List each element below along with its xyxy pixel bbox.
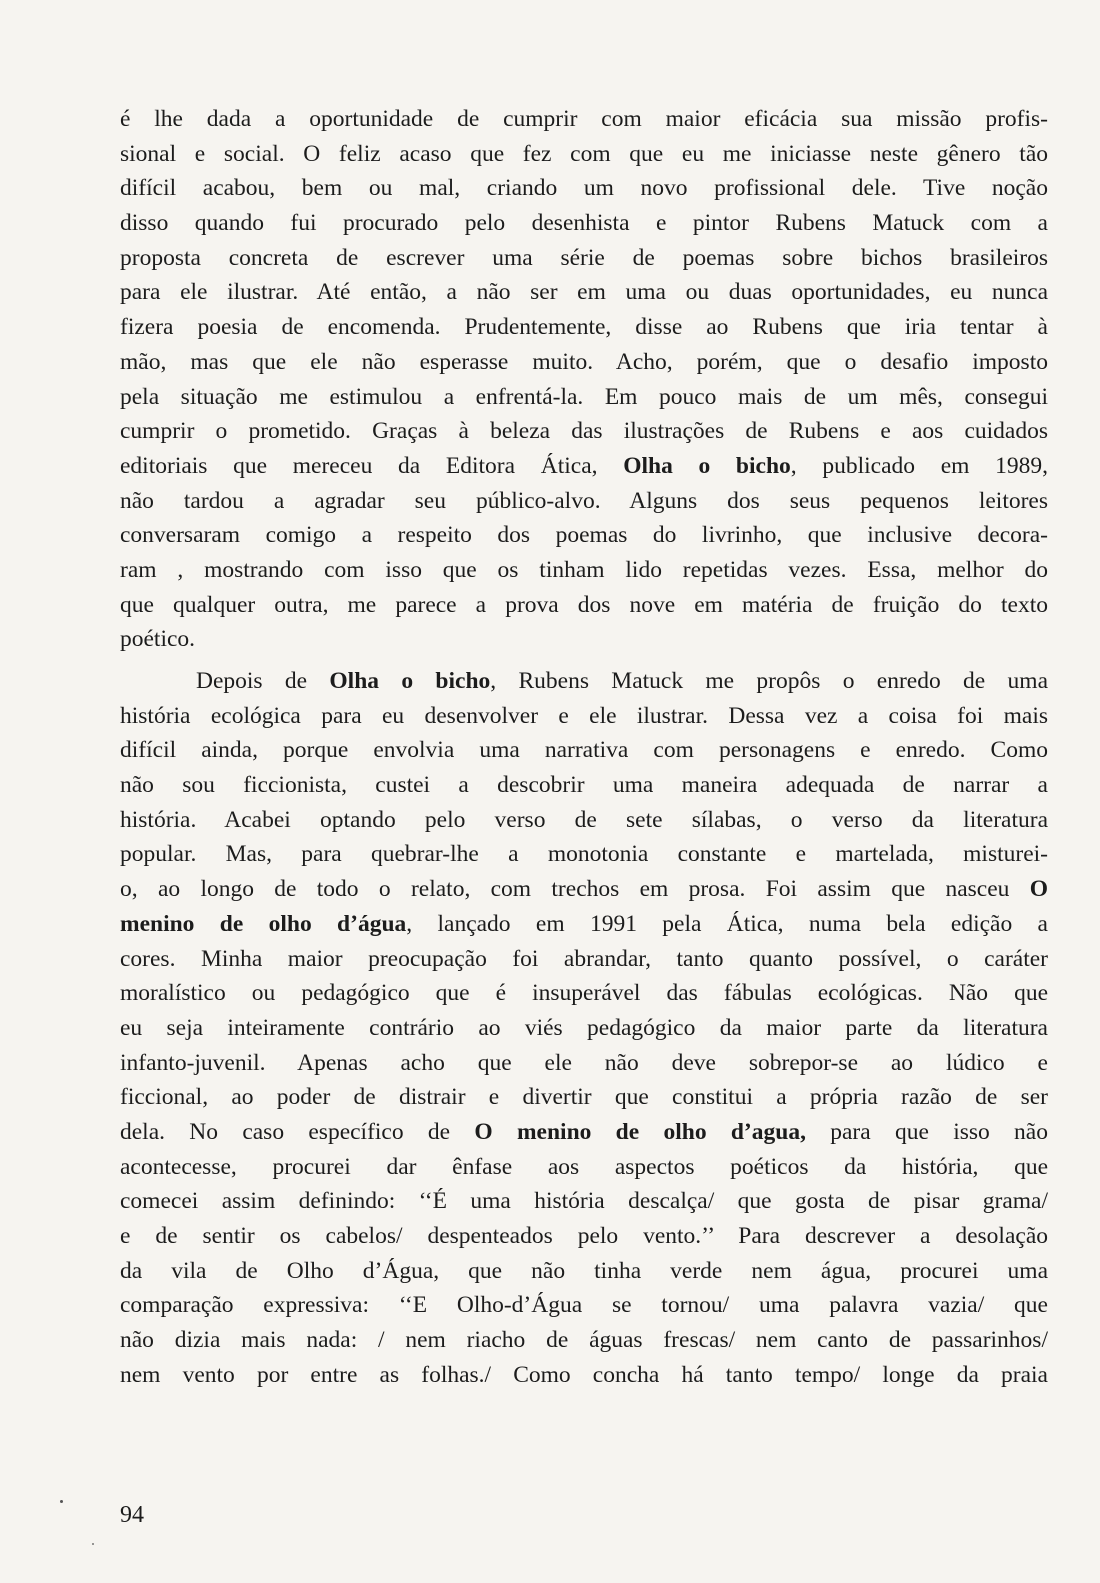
text-line: proposta concreta de escrever uma série de poemas sobre bichos brasileiros: [120, 244, 1048, 271]
book-title: Olha o bicho: [623, 452, 791, 479]
text-line: da vila de Olho d’Água, que não tinha verde nem água, procurei uma: [120, 1257, 1048, 1284]
text-line: disso quando fui procurado pelo desenhista e pintor Rubens Matuck com a: [120, 210, 1048, 237]
text-line: pela situação me estimulou a enfrentá-la. Em pouco mais de um mês, consegui: [120, 383, 1048, 410]
text-line: fizera poesia de encomenda. Prudentemente, disse ao Rubens que iria tentar à: [120, 314, 1048, 341]
text-line: ram , mostrando com isso que os tinham lido repetidas vezes. Essa, melhor do: [120, 556, 1048, 583]
text-line: o, ao longo de todo o relato, com trechos em prosa. Foi assim que nasceu O: [120, 876, 1048, 903]
text-line: ficcional, ao poder de distrair e divertir que constitui a própria razão de ser: [120, 1084, 1048, 1111]
text-line: e de sentir os cabelos/ despenteados pelo vento.’’ Para descrever a desolação: [120, 1223, 1048, 1249]
text-line: poético.: [120, 626, 196, 653]
text-line: nem vento por entre as folhas./ Como concha há tanto tempo/ longe da praia: [120, 1361, 1048, 1388]
text-line: cores. Minha maior preocupação foi abrandar, tanto quanto possível, o caráter: [120, 945, 1048, 972]
paragraph-gap: [120, 657, 1048, 664]
body-text: [120, 102, 1048, 1392]
text-line: difícil ainda, porque envolvia uma narrativa com personagens e enredo. Como: [120, 737, 1048, 764]
book-title: O: [1029, 876, 1048, 903]
text-line: história ecológica para eu desenvolver e ele ilustrar. Dessa vez a coisa foi mais: [120, 702, 1048, 729]
text-line: infanto-juvenil. Apenas acho que ele não deve sobrepor-se ao lúdico e: [120, 1049, 1048, 1076]
book-title: Olha o bicho: [329, 668, 491, 694]
text-line: não tardou a agradar seu público-alvo. Alguns dos seus pequenos leitores: [120, 487, 1048, 514]
text-line: menino de olho d’água, lançado em 1991 pela Ática, numa bela edição a: [120, 910, 1048, 937]
text-line: é lhe dada a oportunidade de cumprir com maior eficácia sua missão profis-: [120, 106, 1048, 132]
book-title: menino de olho d’água: [120, 910, 407, 937]
text-line: eu seja inteiramente contrário ao viés pedagógico da maior parte da literatura: [120, 1014, 1048, 1041]
text-line: mão, mas que ele não esperasse muito. Acho, porém, que o desafio imposto: [120, 348, 1048, 375]
book-title: O menino de olho d’agua,: [474, 1118, 806, 1145]
text-line: comparação expressiva: ‘‘E Olho-d’Água se tornou/ uma palavra vazia/ que: [120, 1292, 1048, 1319]
text-line: comecei assim definindo: ‘‘É uma história descalça/ que gosta de pisar grama/: [120, 1188, 1048, 1215]
text-line: moralístico ou pedagógico que é insuperável das fábulas ecológicas. Não que: [120, 980, 1048, 1007]
text-line: Depois de Olha o bicho, Rubens Matuck me propôs o enredo de uma: [196, 668, 1049, 694]
paragraph: [120, 664, 1048, 1392]
text-line: que qualquer outra, me parece a prova dos nove em matéria de fruição do texto: [120, 591, 1048, 618]
text-line: editoriais que mereceu da Editora Ática, Olha o bicho, publicado em 1989,: [120, 452, 1048, 479]
text-line: sional e social. O feliz acaso que fez com que eu me iniciasse neste gênero tão: [120, 140, 1048, 167]
page-number: 94: [120, 1502, 144, 1528]
text-line: popular. Mas, para quebrar-lhe a monotonia constante e martelada, misturei-: [120, 841, 1048, 868]
text-line: história. Acabei optando pelo verso de sete sílabas, o verso da literatura: [120, 806, 1048, 833]
speck: [92, 1543, 94, 1545]
text-line: não sou ficcionista, custei a descobrir uma maneira adequada de narrar a: [120, 772, 1048, 799]
text-line: não dizia mais nada: / nem riacho de águas frescas/ nem canto de passarinhos/: [120, 1327, 1048, 1354]
paragraph: [120, 102, 1048, 657]
text-line: acontecesse, procurei dar ênfase aos aspectos poéticos da história, que: [120, 1153, 1048, 1180]
text-line: cumprir o prometido. Graças à beleza das ilustrações de Rubens e aos cuidados: [120, 418, 1048, 445]
text-line: dela. No caso específico de O menino de olho d’agua, para que isso não: [120, 1118, 1048, 1145]
speck: [60, 1500, 63, 1503]
text-line: difícil acabou, bem ou mal, criando um novo profissional dele. Tive noção: [120, 175, 1048, 202]
text-line: conversaram comigo a respeito dos poemas do livrinho, que inclusive decora-: [120, 522, 1048, 549]
text-line: para ele ilustrar. Até então, a não ser em uma ou duas oportunidades, eu nunca: [120, 279, 1048, 306]
